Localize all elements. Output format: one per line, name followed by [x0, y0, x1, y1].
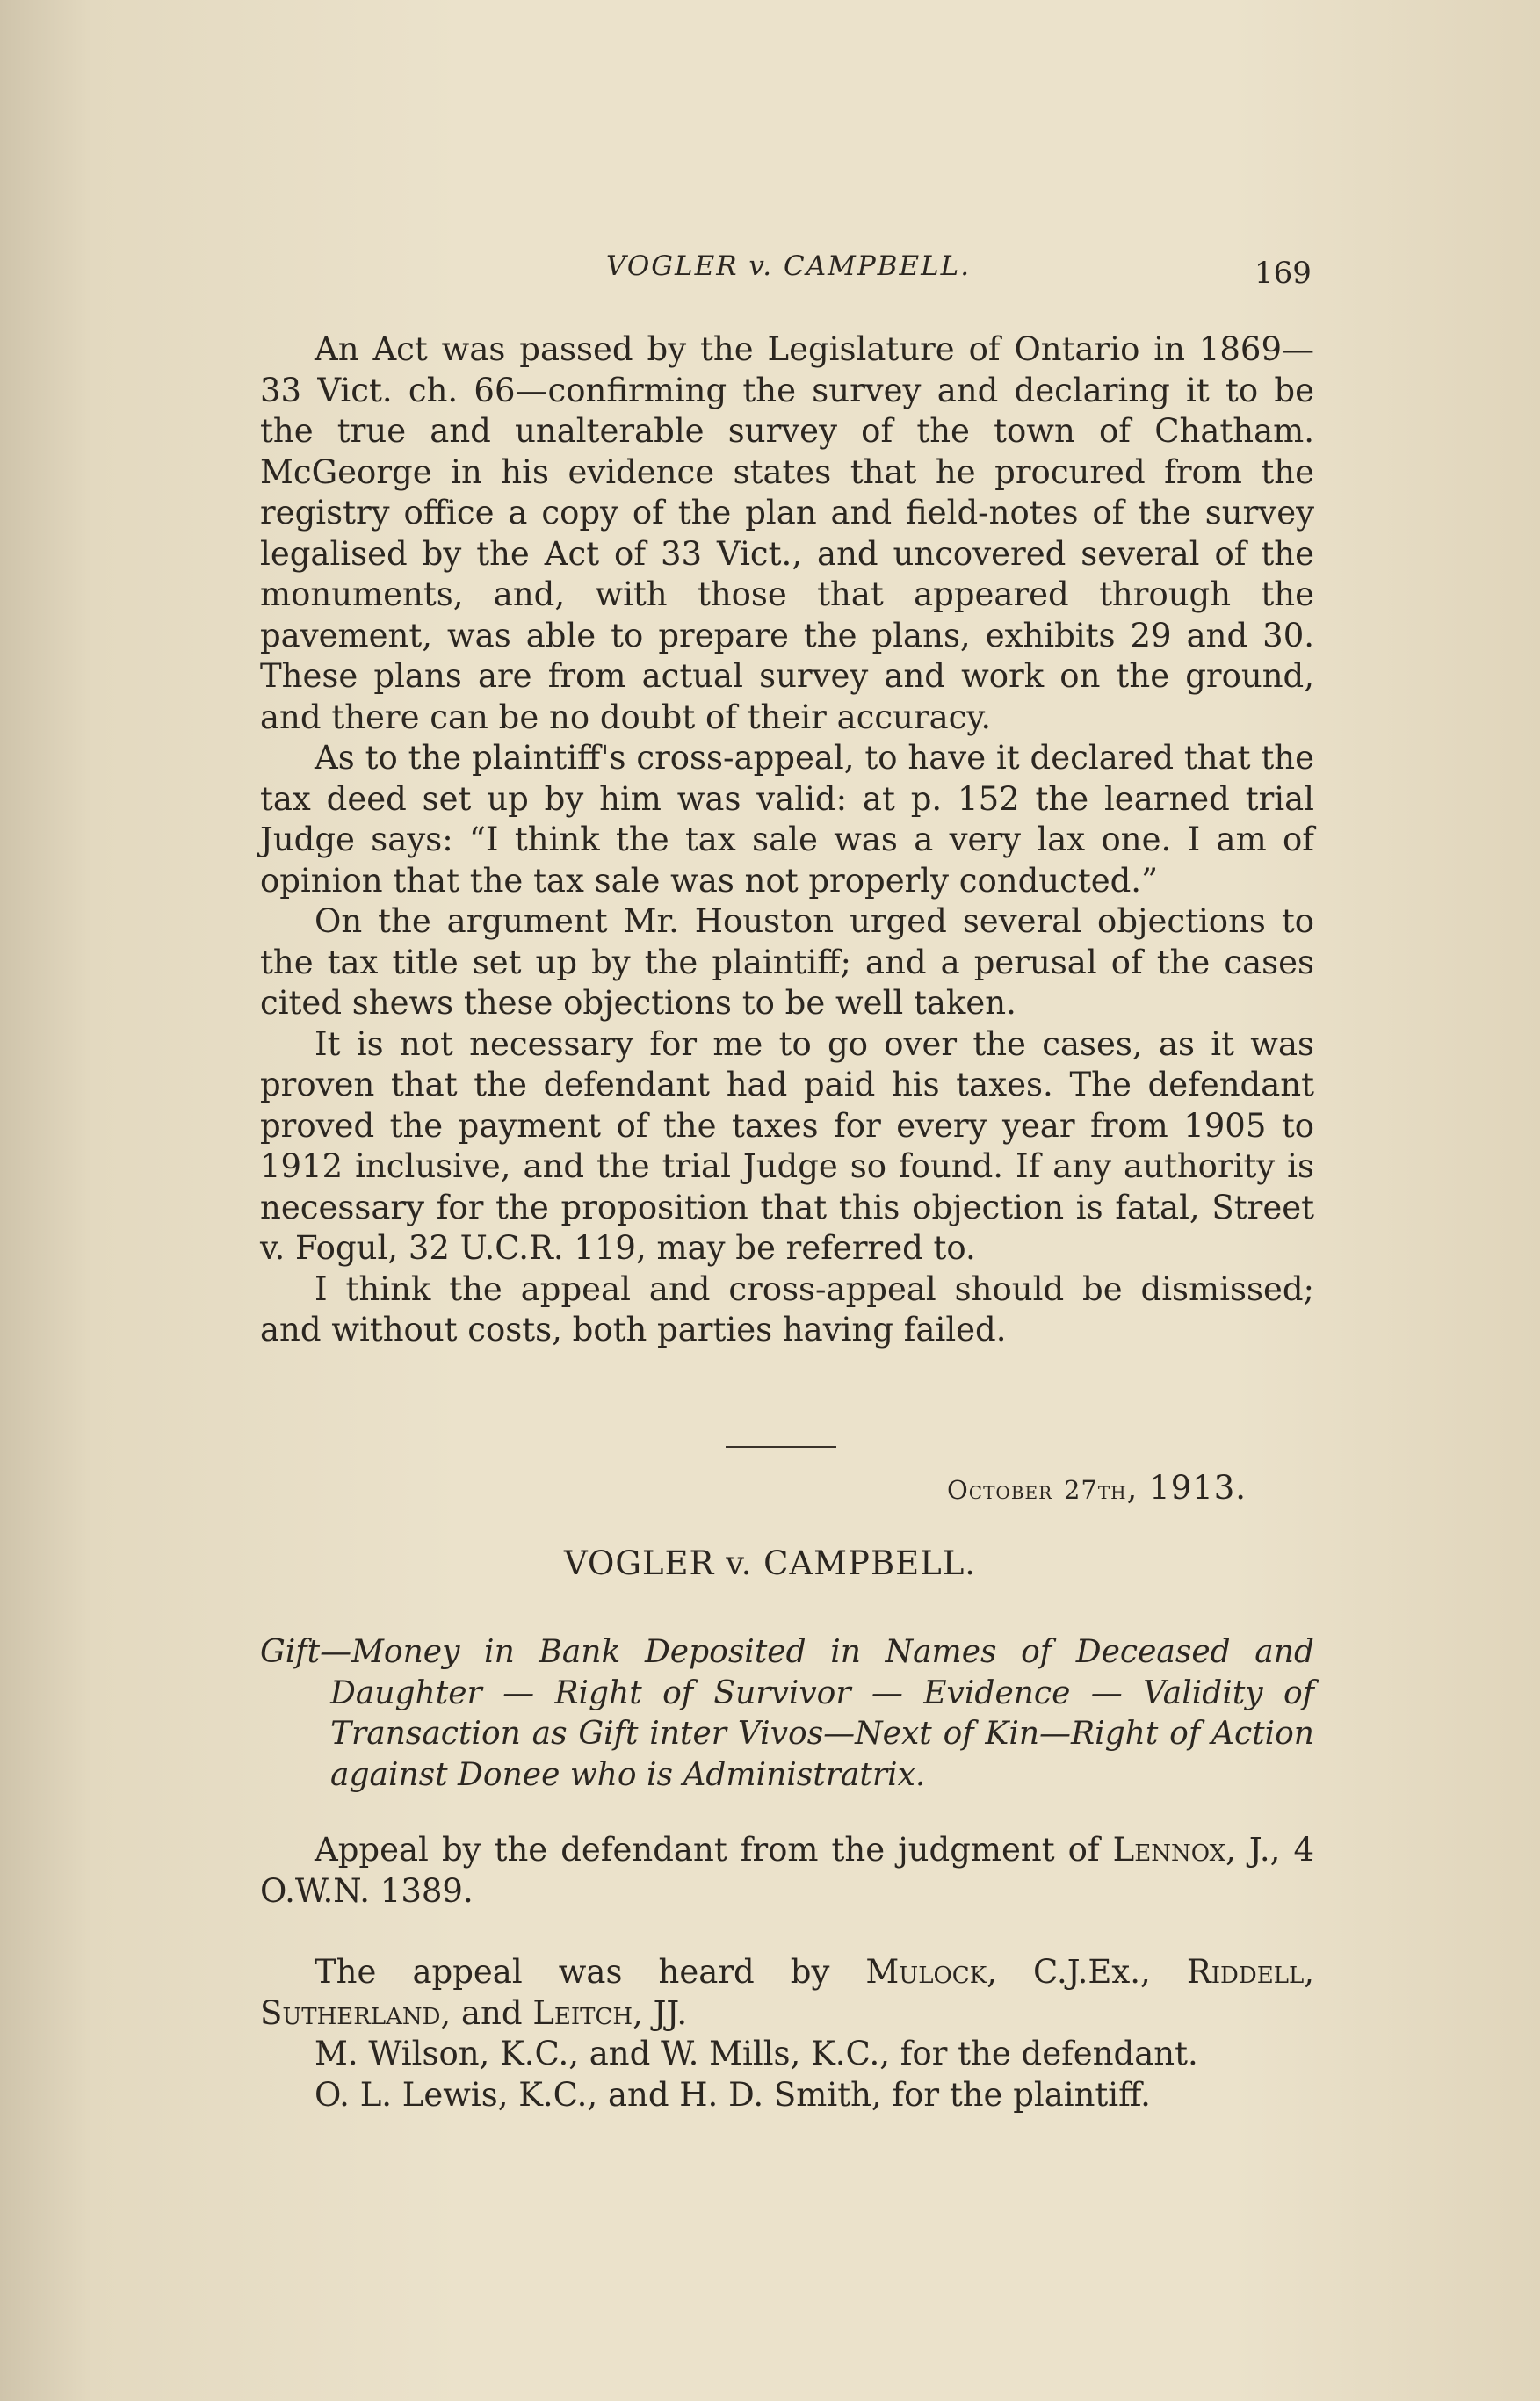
paragraph-1: An Act was passed by the Legislature of Ontario in 1869—33 Vict. ch. 66—confirming the survey and declaring it to be the true and unalterable survey of the town of Chatham. McGeorge in his evidence states that he procured from the registry office a copy of the plan and field-notes of the survey legalised by the Act of 33 Vict., and uncovered several of the monuments, and, with those that appeared through the pavement, was able to prepare the plans, exhibits 29 and 30. These plans are from actual survey and work on the ground, and there can be no doubt of their accuracy. [260, 330, 1314, 736]
page-header [0, 250, 1540, 303]
appeal-citation: , J., 4 O.W.N. 1389. [260, 1831, 1314, 1910]
headnote: Gift—Money in Bank Deposited in Names of Deceased and Daughter — Right of Survivor — Evidence — Validity of Transaction as Gift inter Vivos—Next of Kin—Right of Action against Donee who is Administratrix. [260, 1634, 1314, 1793]
appeal-text: Appeal by the defendant from the judgment of [315, 1831, 1113, 1869]
running-head: VOGLER v. CAMPBELL. [606, 250, 972, 282]
paragraph-3: On the argument Mr. Houston urged several objections to the tax title set up by the plaintiff; and a perusal of the cases cited shews these objections to be well taken. [260, 902, 1314, 1022]
judge-leitch: Leitch [532, 1993, 633, 2032]
section-divider [726, 1446, 836, 1448]
paragraph-4: It is not necessary for me to go over the cases, as it was proven that the defendant had paid his taxes. The defendant proved the payment of the taxes for every year from 1905 to 1912 inclusive, and the trial Judge so found. If any authority is necessary for the proposition that this objection is fatal, Street v. Fogul, 32 U.C.R. 119, may be referred to. [260, 1024, 1314, 1267]
paragraph-2: As to the plaintiff's cross-appeal, to have it declared that the tax deed set up by him was valid: at p. 152 the learned trial Judge says: “I think the tax sale was a very lax one. I am of opinion that the tax sale was not properly conducted.” [260, 739, 1314, 900]
heard-sep-2: , [1304, 1953, 1314, 1991]
appeal-line [260, 1830, 1314, 1912]
counsel-defendant: M. Wilson, K.C., and W. Mills, K.C., for the defendant. [315, 2035, 1198, 2072]
judge-sutherland: Sutherland [260, 1993, 441, 2032]
heard-line [260, 1952, 1314, 2034]
opinion-text [260, 329, 1314, 1351]
date-year: , 1913. [1126, 1469, 1247, 1507]
date-day: 27th [1063, 1475, 1127, 1505]
case-title: VOGLER v. CAMPBELL. [563, 1544, 977, 1582]
case-date [947, 1469, 1247, 1507]
trial-judge: Lennox [1112, 1831, 1226, 1869]
heard-end: , JJ. [633, 1993, 688, 2032]
case-details [260, 1830, 1314, 2115]
page-number: 169 [1254, 256, 1312, 291]
heard-text: The appeal was heard by [315, 1953, 866, 1991]
paragraph-5: I think the appeal and cross-appeal should be dismissed; and without costs, both parties having failed. [260, 1269, 1314, 1349]
judge-mulock: Mulock [865, 1953, 987, 1991]
date-month: October [947, 1475, 1053, 1505]
judge-riddell: Riddell [1186, 1953, 1305, 1991]
counsel-plaintiff: O. L. Lewis, K.C., and H. D. Smith, for the plaintiff. [315, 2075, 1151, 2114]
heard-sep-3: , and [440, 1993, 533, 2032]
heard-sep-1: , C.J.Ex., [987, 1953, 1187, 1991]
